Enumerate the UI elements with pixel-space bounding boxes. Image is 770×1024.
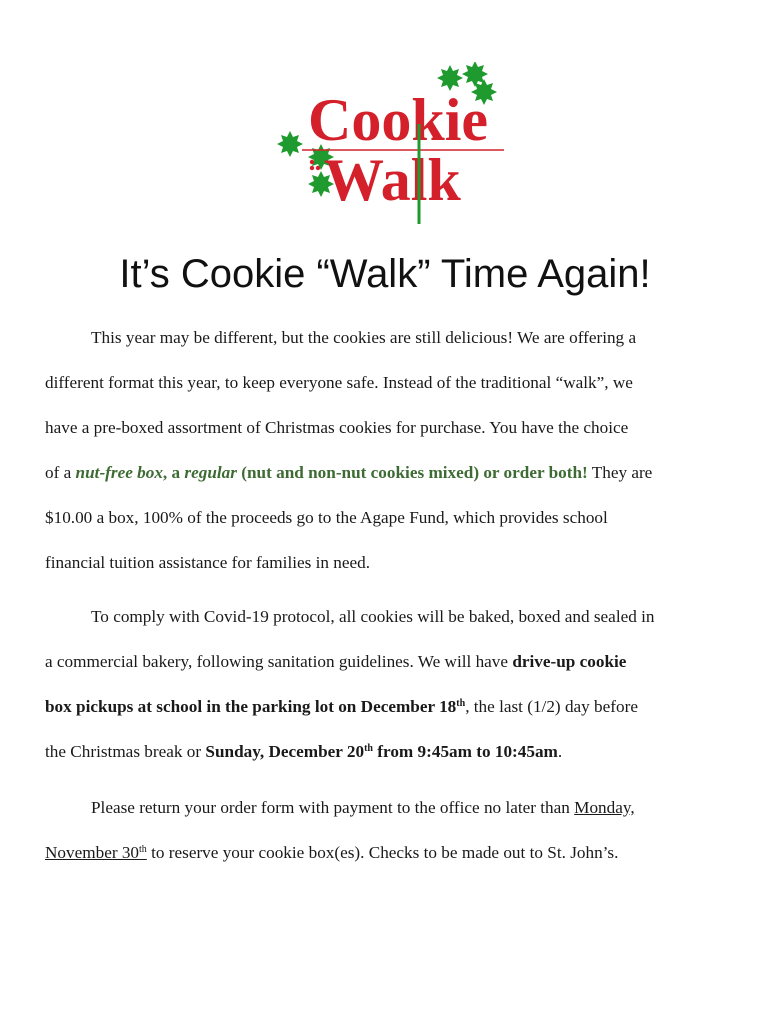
p3-line-2 — [45, 830, 735, 875]
text-run: the Christmas break or — [45, 742, 206, 761]
p1-line-3: have a pre-boxed assortment of Christmas cookies for purchase. You have the choice — [45, 418, 629, 437]
p2-line-4 — [45, 729, 735, 774]
text-run: of a — [45, 463, 76, 482]
nut-free-box-text: nut-free box — [75, 463, 163, 482]
superscript: th — [364, 743, 373, 754]
text-run: Please return your order form with payment to the office no later than — [91, 798, 575, 817]
page-title: It’s Cookie “Walk” Time Again! — [119, 252, 651, 296]
text-run: a commercial bakery, following sanitation guidelines. We will have — [45, 652, 513, 671]
dot-icon — [310, 160, 314, 164]
deadline-day-text: Monday, — [574, 798, 635, 817]
drive-up-text: drive-up cookie — [512, 652, 627, 671]
logo-word-walk: Walk — [324, 147, 461, 213]
p2-line-1: To comply with Covid-19 protocol, all cookies will be baked, boxed and sealed in — [91, 607, 655, 626]
time-range-text: from 9:45am to 10:45am — [372, 742, 558, 761]
p1-line-6: financial tuition assistance for families in need. — [45, 553, 371, 572]
cookie-walk-logo — [272, 62, 512, 232]
dot-icon — [316, 166, 320, 170]
p1-line-4 — [45, 450, 735, 495]
p1-line-2: different format this year, to keep everyone safe. Instead of the traditional “walk”, we — [45, 373, 633, 392]
holly-leaf-icon — [277, 131, 303, 157]
p3-line-1 — [45, 785, 735, 830]
dot-icon — [310, 166, 314, 170]
p1-line-5: $10.00 a box, 100% of the proceeds go to the Agape Fund, which provides school — [45, 508, 608, 527]
text-run: They are — [587, 463, 653, 482]
superscript: th — [456, 698, 466, 709]
text-run: , the last (1/2) day before — [465, 697, 638, 716]
p2-line-3 — [45, 684, 735, 729]
text-run: to reserve your cookie box(es). Checks to be made out to St. John’s. — [146, 843, 619, 862]
text-run: , a — [162, 463, 185, 482]
text-run: . — [557, 742, 563, 761]
logo-word-cookie: Cookie — [308, 87, 488, 153]
paragraph-3 — [45, 785, 735, 875]
order-options-text: (nut and non-nut cookies mixed) or order both! — [236, 463, 588, 482]
paragraph-2 — [45, 594, 735, 774]
sunday-date-text: Sunday, December 20 — [205, 742, 365, 761]
deadline-date-text: November 30 — [45, 843, 140, 862]
regular-text: regular — [184, 463, 237, 482]
p2-line-2 — [45, 639, 735, 684]
superscript: th — [139, 844, 147, 855]
pickup-text: box pickups at school in the parking lot on December 18 — [45, 697, 457, 716]
paragraph-1 — [45, 315, 735, 585]
p1-line-1: This year may be different, but the cookies are still delicious! We are offering a — [91, 328, 637, 347]
